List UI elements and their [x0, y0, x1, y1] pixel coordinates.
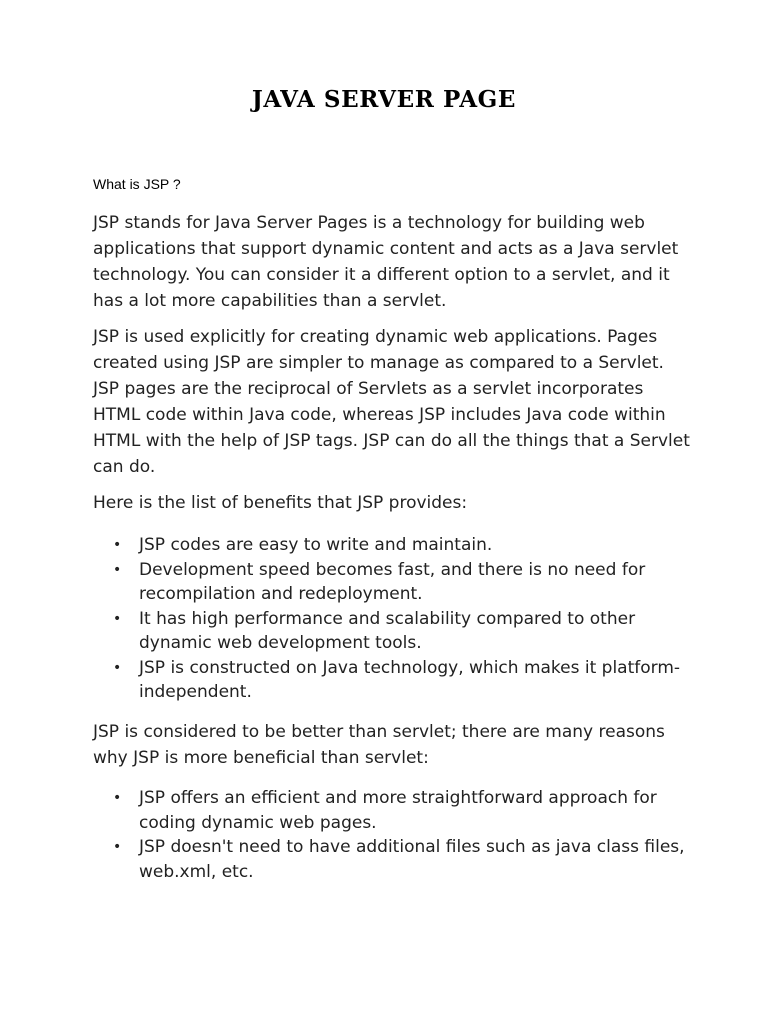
- paragraph-reasons-intro: JSP is considered to be better than servlet; there are many reasons why JSP is more beneficial than servlet:: [93, 722, 665, 768]
- reasons-list: [93, 786, 693, 884]
- bullet-icon: •: [113, 610, 122, 627]
- list-item: [93, 656, 693, 705]
- list-item-text: JSP offers an efficient and more straightforward approach for coding dynamic web pages.: [139, 788, 657, 833]
- list-item-text: It has high performance and scalability compared to other dynamic web development tools.: [139, 608, 636, 653]
- list-item: [93, 786, 693, 835]
- list-item-text: JSP doesn't need to have additional files such as java class files, web.xml, etc.: [139, 837, 685, 882]
- section-question: What is JSP ?: [93, 176, 181, 192]
- benefits-list: [93, 533, 693, 705]
- paragraph-benefits-intro: Here is the list of benefits that JSP provides:: [93, 493, 468, 513]
- paragraph-usage: JSP is used explicitly for creating dynamic web applications. Pages created using JSP are simpler to manage as compared to a Servlet. JSP pages are the reciprocal of Servlets as a servlet incorporates HTML code within Java code, whereas JSP includes Java code within HTML with the help of JSP tags. JSP can do all the things that a Servlet can do.: [93, 327, 690, 477]
- list-item: [93, 558, 693, 607]
- bullet-icon: •: [113, 839, 122, 855]
- list-item: [93, 835, 693, 884]
- bullet-icon: •: [113, 790, 122, 806]
- bullet-icon: •: [113, 537, 122, 553]
- bullet-icon: •: [113, 659, 122, 676]
- list-item-text: JSP codes are easy to write and maintain.: [139, 535, 493, 555]
- list-item: [93, 533, 693, 558]
- bullet-icon: •: [113, 561, 122, 578]
- document-title: JAVA SERVER PAGE: [251, 86, 517, 113]
- list-item: [93, 607, 693, 656]
- list-item-text: Development speed becomes fast, and there is no need for recompilation and redeployment.: [139, 559, 646, 604]
- list-item-text: JSP is constructed on Java technology, which makes it platform-independent.: [139, 657, 681, 702]
- paragraph-definition: JSP stands for Java Server Pages is a technology for building web applications that support dynamic content and acts as a Java servlet technology. You can consider it a different option to a servlet, and it has a lot more capabilities than a servlet.: [93, 213, 679, 311]
